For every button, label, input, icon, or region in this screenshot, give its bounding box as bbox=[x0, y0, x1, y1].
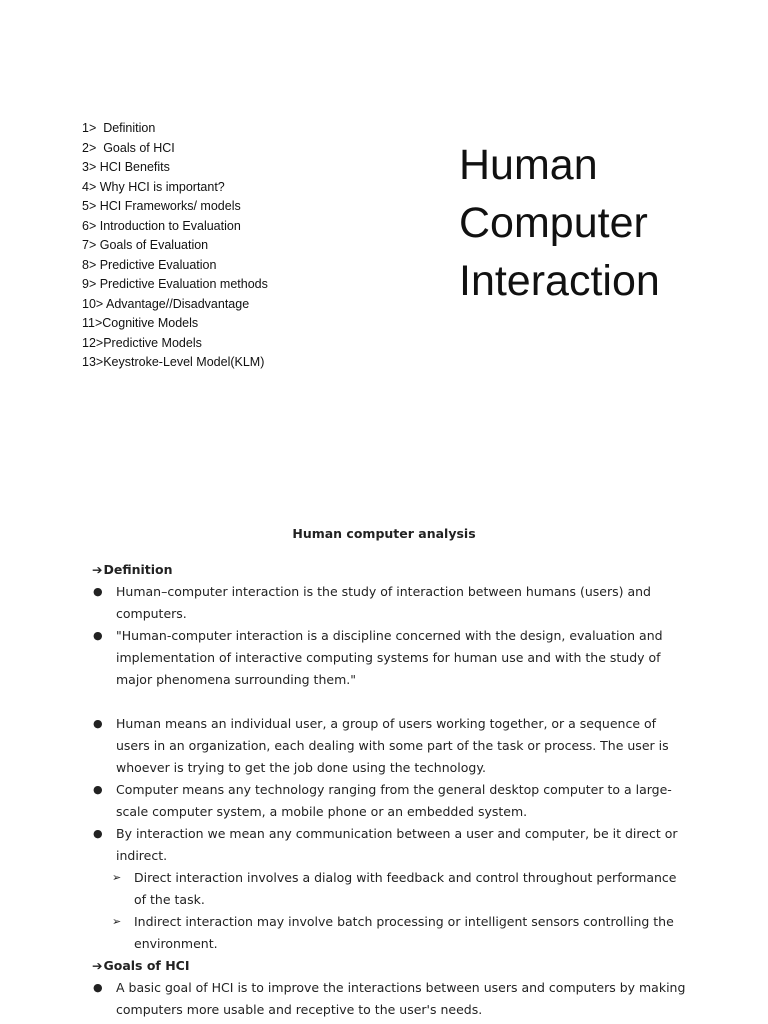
list-item bbox=[92, 823, 692, 867]
title-line-2: Computer bbox=[459, 199, 648, 247]
list-item bbox=[92, 713, 692, 779]
bullet-text: Human means an individual user, a group of users working together, or a sequence of users in an organization, each dealing with some part of the task or process. The user is whoever is trying to get the job done using the technology. bbox=[116, 716, 669, 775]
definition-bullet-list-2 bbox=[92, 713, 692, 867]
list-item bbox=[92, 977, 692, 1021]
toc-item-intro-evaluation: 6> Introduction to Evaluation bbox=[82, 218, 241, 233]
sub-list-item bbox=[92, 911, 692, 955]
bullet-icon: ● bbox=[93, 717, 103, 730]
toc-item-advantage: 10> Advantage//Disadvantage bbox=[82, 296, 250, 311]
right-arrow-icon: ➔ bbox=[92, 562, 103, 577]
list-item bbox=[92, 779, 692, 823]
document-title bbox=[459, 136, 660, 310]
title-line-1: Human bbox=[459, 141, 598, 189]
sub-bullet-text: Indirect interaction may involve batch processing or intelligent sensors controlling the environment. bbox=[134, 914, 674, 951]
page-content bbox=[92, 559, 692, 1021]
bullet-icon: ● bbox=[93, 783, 103, 796]
arrowhead-bullet-icon: ➢ bbox=[112, 915, 122, 928]
arrowhead-bullet-icon: ➢ bbox=[112, 871, 122, 884]
bullet-icon: ● bbox=[93, 981, 103, 994]
bullet-text: A basic goal of HCI is to improve the interactions between users and computers by making computers more usable and receptive to the user's needs. bbox=[116, 980, 686, 1017]
page-heading: Human computer analysis bbox=[292, 526, 476, 541]
table-of-contents bbox=[82, 119, 268, 373]
definition-bullet-list bbox=[92, 581, 692, 691]
bullet-icon: ● bbox=[93, 629, 103, 642]
toc-item-cognitive-models: 11>Cognitive Models bbox=[82, 316, 199, 330]
toc-item-predictive-evaluation: 8> Predictive Evaluation bbox=[82, 257, 217, 272]
bullet-icon: ● bbox=[93, 585, 103, 598]
section-label: Definition bbox=[103, 562, 173, 577]
toc-item-definition: 1> Definition bbox=[82, 121, 156, 135]
spacer bbox=[92, 691, 692, 713]
list-item bbox=[92, 581, 692, 625]
bullet-text: "Human-computer interaction is a discipline concerned with the design, evaluation and implementation of interactive computing systems for human use and with the study of major phenomena surrounding them." bbox=[116, 628, 663, 687]
toc-item-klm: 13>Keystroke-Level Model(KLM) bbox=[82, 355, 265, 369]
bullet-icon: ● bbox=[93, 827, 103, 840]
toc-item-predictive-models: 12>Predictive Models bbox=[82, 335, 202, 350]
title-line-3: Interaction bbox=[459, 257, 660, 305]
interaction-sub-list bbox=[92, 867, 692, 955]
sub-bullet-text: Direct interaction involves a dialog with feedback and control throughout performance of the task. bbox=[134, 870, 677, 907]
section-label: Goals of HCI bbox=[103, 958, 190, 973]
bullet-text: Human–computer interaction is the study of interaction between humans (users) and computers. bbox=[116, 584, 651, 621]
toc-item-hci-frameworks: 5> HCI Frameworks/ models bbox=[82, 199, 241, 213]
bullet-text: By interaction we mean any communication between a user and computer, be it direct or indirect. bbox=[116, 826, 678, 863]
bullet-text: Computer means any technology ranging from the general desktop computer to a large-scale computer system, a mobile phone or an embedded system. bbox=[116, 782, 672, 819]
sub-list-item bbox=[92, 867, 692, 911]
section-heading-definition bbox=[92, 559, 692, 581]
toc-item-why-hci-important: 4> Why HCI is important? bbox=[82, 179, 225, 194]
right-arrow-icon: ➔ bbox=[92, 958, 103, 973]
goals-bullet-list bbox=[92, 977, 692, 1021]
toc-item-predictive-methods: 9> Predictive Evaluation methods bbox=[82, 277, 268, 291]
toc-item-goals-evaluation: 7> Goals of Evaluation bbox=[82, 238, 209, 252]
toc-item-goals-of-hci: 2> Goals of HCI bbox=[82, 140, 175, 155]
toc-item-hci-benefits: 3> HCI Benefits bbox=[82, 160, 170, 174]
list-item bbox=[92, 625, 692, 691]
section-heading-goals bbox=[92, 955, 692, 977]
